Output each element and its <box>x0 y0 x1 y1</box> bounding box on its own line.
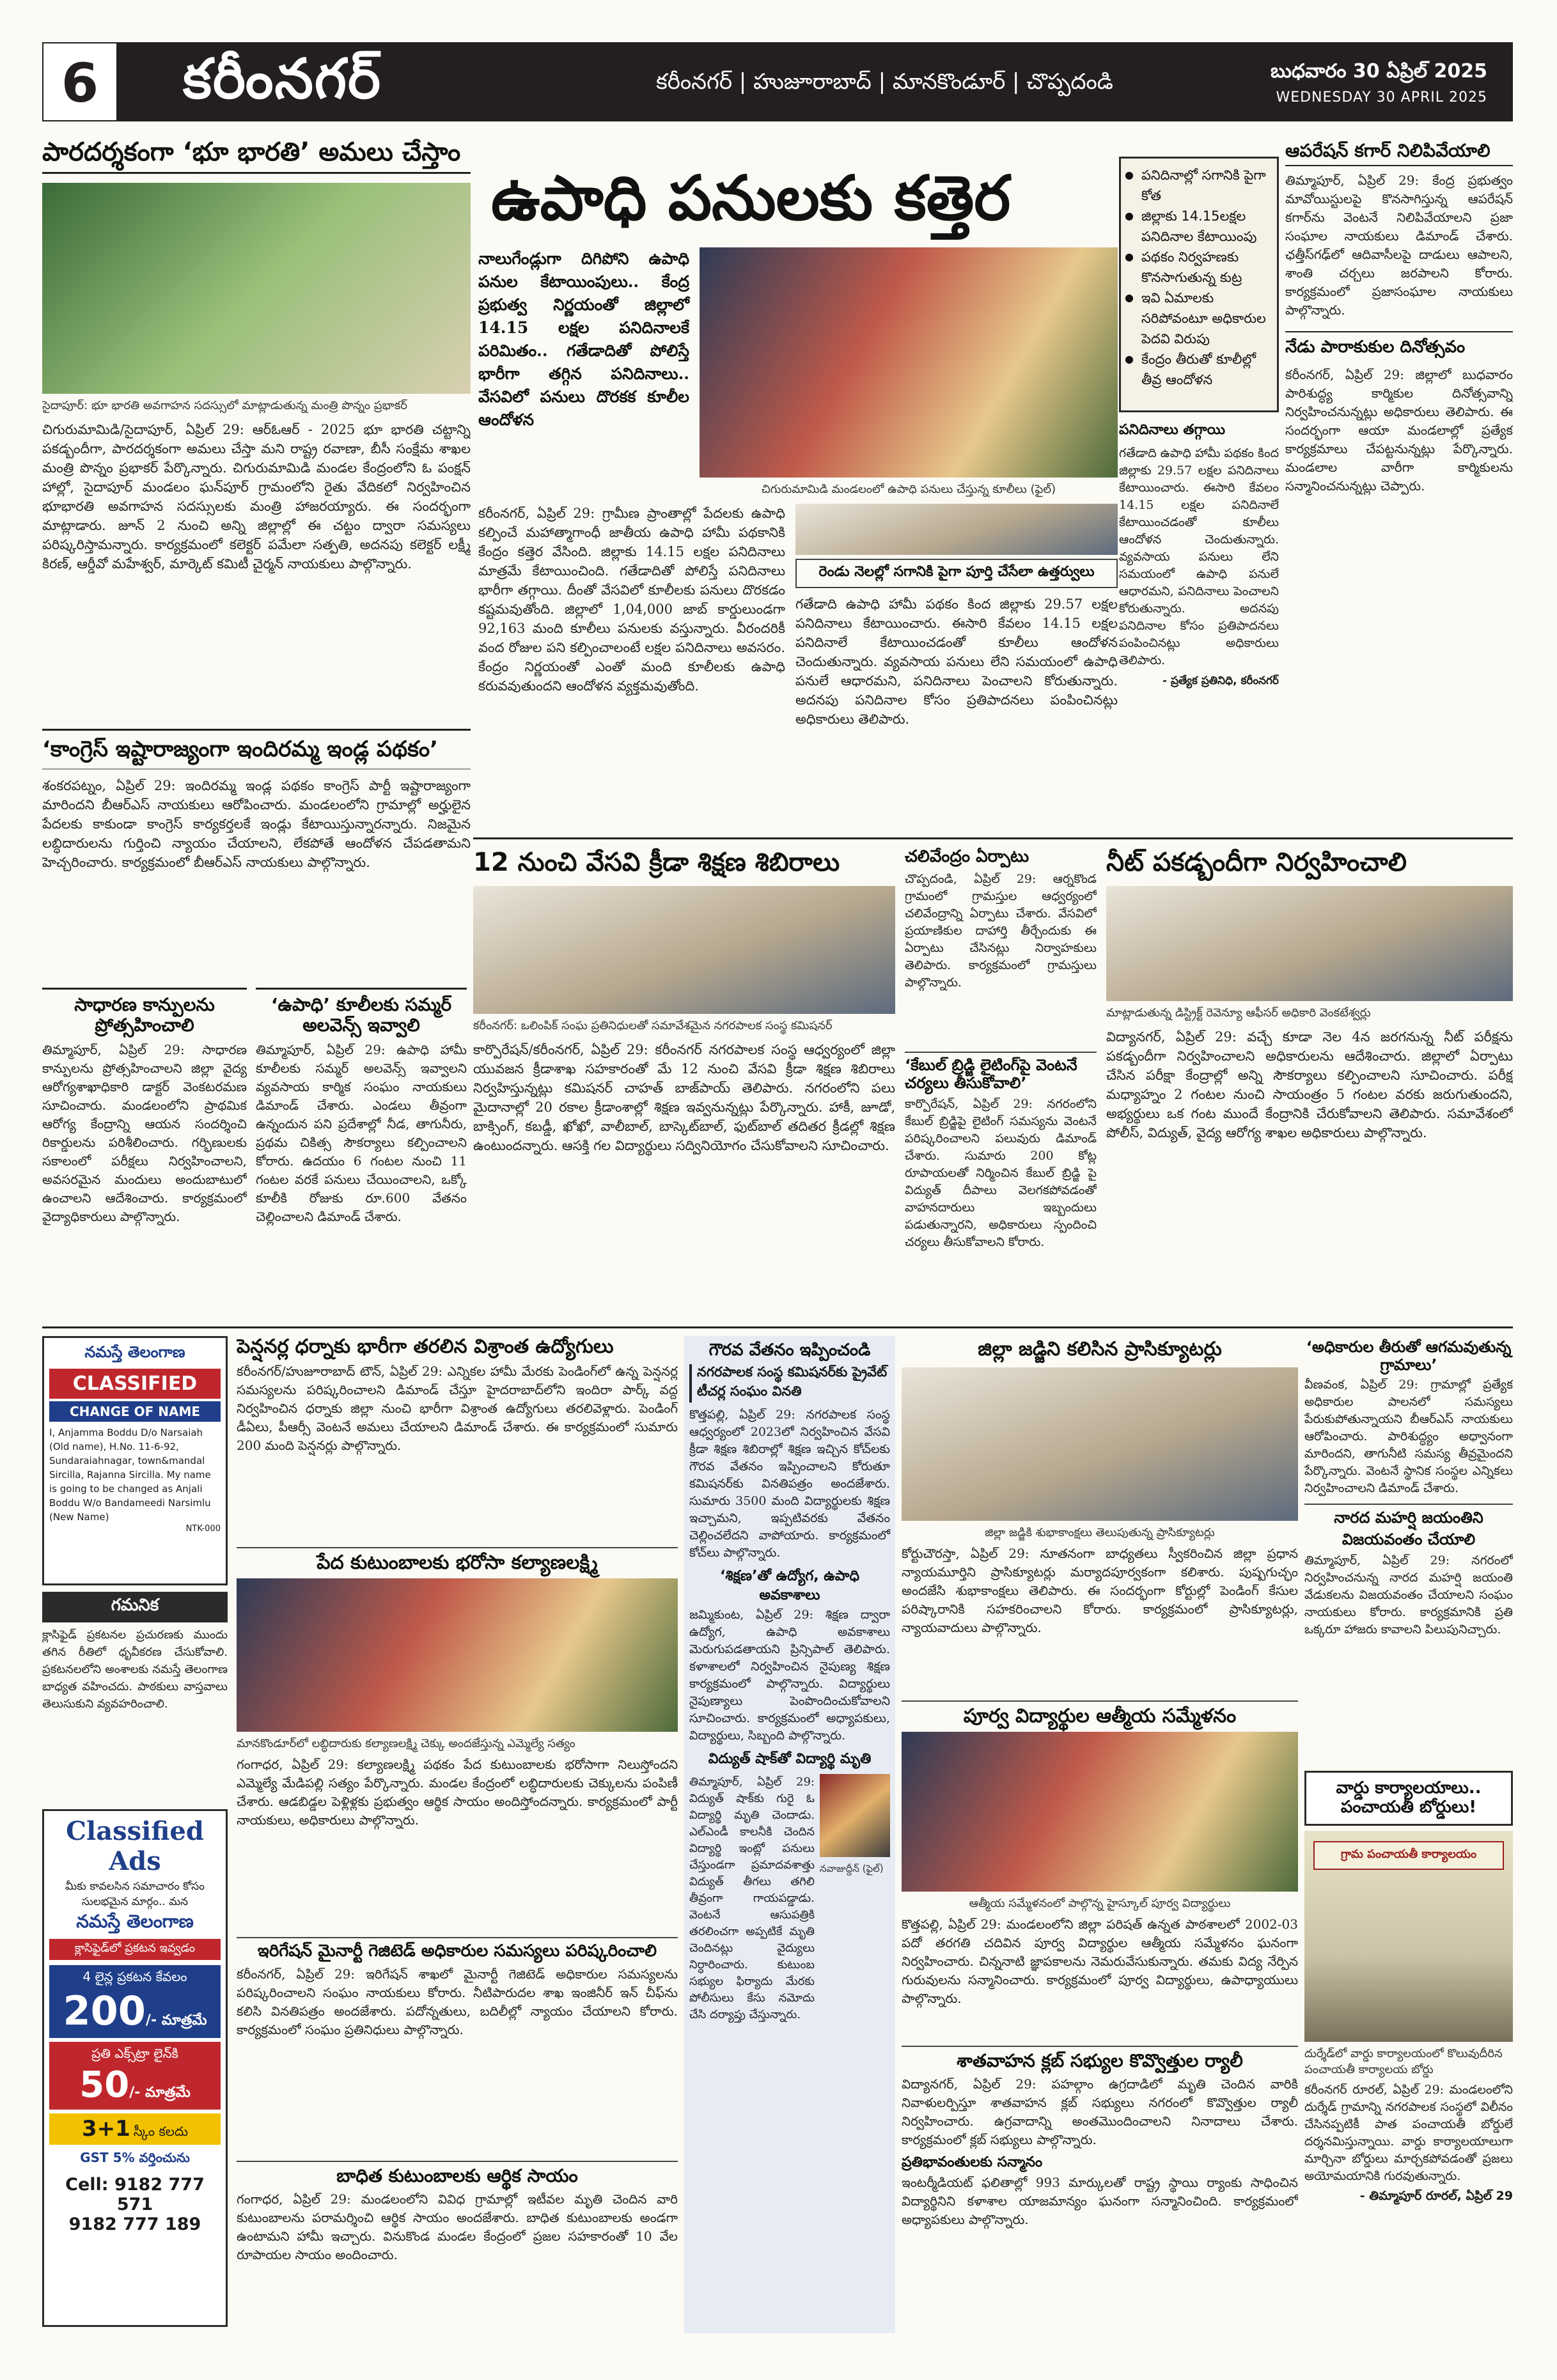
article-body: శంకరపట్నం, ఏప్రిల్ 29: ఇందిరమ్మ ఇండ్ల పథకం కాంగ్రెస్ పార్టీ ఇష్టారాజ్యంగా మారిందని బీఆర్ఎస్ నాయకులు ఆరోపించారు. మండలంలోని గ్రామాల్లో అర్హులైన పేదలకు కాకుండా కాంగ్రెస్ కార్యకర్తలకే ఇండ్లు కేటాయిస్తున్నారన్నారు. నిజమైన లబ్ధిదారులను గుర్తించి న్యాయం చేయాలని, లేకపోతే ఆందోళన చేపడతామని హెచ్చరించారు. కార్యక్రమంలో బీఆర్ఎస్ నాయకులు పాల్గొన్నారు. <box>42 778 471 871</box>
offer-lines <box>49 1965 221 2038</box>
price-unit: /- మాత్రమే <box>145 2012 207 2028</box>
ganika-title: గమనిక <box>42 1592 228 1622</box>
headline: పూర్వ విద్యార్థుల ఆత్మీయ సమ్మేళనం <box>902 1700 1298 1732</box>
gst-note: GST 5% వర్తించును <box>80 2150 190 2165</box>
highlight-item: ● పథకం నిర్వహణకు కొనసాగుతున్న కుట్ర <box>1141 247 1272 288</box>
article-boards <box>1304 1771 1513 2333</box>
highlight-item: ● జిల్లాకు 14.15లక్షల పనిదినాల కేటాయింపు <box>1141 206 1272 247</box>
byline: - ప్రత్యేక ప్రతినిధి, కరీంనగర్ <box>1162 674 1279 687</box>
offer-extra <box>49 2042 221 2110</box>
headline: వార్డు కార్యాలయాలు.. పంచాయతీ బోర్డులు! <box>1304 1771 1513 1826</box>
article-body: కరీంనగర్/హుజూరాబాద్ టౌన్, ఏప్రిల్ 29: ఎన్నికల హామీ మేరకు పెండింగ్‌లో ఉన్న పెన్షనర్ల సమస్యలను పరిష్కరించాలని డిమాండ్ చేస్తూ హైదరాబాద్‌లోని ఇందిరా పార్క్ వద్ద నిర్వహించిన ధర్నాకు జిల్లా నుంచి భారీగా విశ్రాంత ఉద్యోగులు తరలివెళ్లారు. పెండింగ్ డీఏలు, పీఆర్సీ వెంటనే అమలు చేయాలని డిమాండ్ చేశారు. ఈ కార్యక్రమంలో సుమారు 200 మంది పెన్షనర్లు పాల్గొన్నారు. <box>237 1363 678 1453</box>
subheading: ప్రతిభావంతులకు సన్మానం <box>902 2154 1043 2171</box>
photo-caption: మాట్లాడుతున్న డిస్ట్రిక్ట్ రెవెన్యూ ఆఫీసర్ అధికారి వెంకటేశ్వర్లు <box>1106 1006 1371 1020</box>
price-extra <box>53 2064 217 2106</box>
photo-caption: మానకొండూర్‌లో లబ్ధిదారుకు కల్యాణలక్ష్మి చెక్కు అందజేస్తున్న ఎమ్మెల్యే సత్యం <box>237 1736 575 1750</box>
article-kannulu <box>42 988 247 1320</box>
photo-victim <box>820 1774 890 1857</box>
headline: ‘కాంగ్రెస్ ఇష్టారాజ్యంగా ఇందిరమ్మ ఇండ్ల పథకం’ <box>42 729 471 770</box>
article-cable-bridge <box>905 1052 1097 1320</box>
highlights-box <box>1119 157 1279 412</box>
byline: - తిమ్మాపూర్ రూరల్, ఏప్రిల్ 29 <box>1359 2188 1513 2203</box>
article-body: జమ్మికుంట, ఏప్రిల్ 29: శిక్షణ ద్వారా ఉద్యోగ, ఉపాధి అవకాశాలు మెరుగుపడతాయని ప్రిన్సిపాల్ తెలిపారు. కళాశాలలో నిర్వహించిన నైపుణ్య శిక్షణ కార్యక్రమంలో పాల్గొన్నారు. విద్యార్థులు నైపుణ్యాలు పెంపొందించుకోవాలని సూచించారు. కార్యక్రమంలో అధ్యాపకులు, విద్యార్థులు, సిబ్బంది పాల్గొన్నారు. <box>689 1607 890 1743</box>
headline: చలివేంద్రం ఏర్పాటు <box>905 847 1029 866</box>
contact-cell-2: 9182 777 189 <box>68 2214 201 2234</box>
article-body: కొత్తపల్లి, ఏప్రిల్ 29: మండలంలోని జిల్లా పరిషత్ ఉన్నత పాఠశాలలో 2002-03 పదో తరగతి చదివిన పూర్వ విద్యార్థుల ఆత్మీయ సమ్మేళనం ఘనంగా నిర్వహించారు. చిన్ననాటి జ్ఞాపకాలను నెమరువేసుకున్నారు. తమకు విద్య నేర్పిన గురువులను సన్మానించారు. కార్యక్రమంలో పూర్వ విద్యార్థులు, ఉపాధ్యాయులు పాల్గొన్నారు. <box>902 1916 1298 2006</box>
photo-caption: నవాజుద్దీన్ (ఫైల్) <box>820 1862 884 1874</box>
edition-title: కరీంనగర్ <box>183 47 382 111</box>
article-body: గంగాధర, ఏప్రిల్ 29: కల్యాణలక్ష్మి పథకం పేద కుటుంబాలకు భరోసాగా నిలుస్తోందని ఎమ్మెల్యే మేడిపల్లి సత్యం పేర్కొన్నారు. మండల కేంద్రంలో లబ్ధిదారులకు చెక్కులను పంపిణీ చేశారు. ఆడబిడ్డల పెళ్లిళ్లకు ప్రభుత్వం ఆర్థిక సాయం అందిస్తోందన్నారు. కార్యక్రమంలో పార్టీ నాయకులు, అధికారులు పాల్గొన్నారు. <box>237 1756 678 1828</box>
masthead <box>42 42 1513 121</box>
article-body: వీణవంక, ఏప్రిల్ 29: గ్రామాల్లో ప్రత్యేక అధికారుల పాలనలో సమస్యలు పేరుకుపోతున్నాయని బీఆర్ఎస్ నాయకులు ఆరోపించారు. పారిశుద్ధ్యం అధ్వానంగా మారిందని, తాగునీటి సమస్య తీవ్రమైందని పేర్కొన్నారు. వెంటనే స్థానిక సంస్థల ఎన్నికలు నిర్వహించాలని డిమాండ్ చేశారు. <box>1304 1378 1513 1496</box>
article-irrigation-engineers <box>237 1937 678 2154</box>
classified-notice <box>42 1336 228 1585</box>
article-upadhi <box>478 157 1118 834</box>
article-alumni <box>902 1700 1298 2039</box>
subheading: విద్యుత్ షాక్‌తో విద్యార్థి మృతి <box>708 1750 872 1767</box>
article-body-extra: గతేడాది ఉపాధి హామీ పథకం కింద జిల్లాకు 29.57 లక్షల పనిదినాలు కేటాయించారు. ఈసారి కేవలం 14.15 లక్షల పనిదినాలే కేటాయించడంతో కూలీలు ఆందోళన చెందుతున్నారు. వ్యవసాయ పనులు లేని సమయంలో ఉపాధి పనులే ఆధారమని, పనిదినాలు పెంచాలని కోరుతున్నారు. అదనపు పనిదినాల కోసం ప్రతిపాదనలు పంపించినట్లు అధికారులు తెలిపారు. <box>795 596 1118 727</box>
article-upadhi-continued <box>1119 422 1279 831</box>
photo-caption: చిగురుమామిడి మండలంలో ఉపాధి పనులు చేస్తున్న కూలీలు (ఫైల్) <box>761 483 1056 497</box>
date-english: WEDNESDAY 30 APRIL 2025 <box>1276 89 1487 105</box>
board-text: గ్రామ పంచాయతీ కార్యాలయం <box>1313 1841 1504 1870</box>
price-value: 200 <box>63 1987 146 2034</box>
headline: 12 నుంచి వేసవి క్రీడా శిక్షణ శిబిరాలు <box>473 848 840 877</box>
offer-text: 4 లైన్ల ప్రకటన కేవలం <box>82 1969 187 1984</box>
headline: బాధిత కుటుంబాలకు ఆర్థిక సాయం <box>237 2161 678 2190</box>
article-body: కార్పొరేషన్, ఏప్రిల్ 29: నగరంలోని కేబుల్ బ్రిడ్జిపై లైటింగ్ సమస్యను వెంటనే పరిష్కరించాలని పలువురు డిమాండ్ చేశారు. సుమారు 200 కోట్ల రూపాయలతో నిర్మించిన కేబుల్ బ్రిడ్జి పై విద్యుత్ దీపాలు వెలగకపోవడంతో వాహనదారులు ఇబ్బందులు పడుతున్నారని, అధికారులు స్పందించి చర్యలు తీసుకోవాలని కోరారు. <box>905 1097 1097 1250</box>
article-body: విద్యానగర్, ఏప్రిల్ 29: పహల్గాం ఉగ్రదాడిలో మృతి చెందిన వారికి నివాళులర్పిస్తూ శాతవాహన క్లబ్ సభ్యులు నగరంలో కొవ్వొత్తుల ర్యాలీ నిర్వహించారు. ఉగ్రవాదాన్ని అంతమొందించాలని నినాదాలు చేశారు. కార్యక్రమంలో క్లబ్ సభ్యులు పాల్గొన్నారు. <box>902 2076 1298 2148</box>
edition-towns: కరీంనగర్ | హుజూరాబాద్ | మానకొండూర్ | చొప్పదండి <box>656 69 1113 95</box>
headline: జిల్లా జడ్జిని కలిసిన ప్రాసిక్యూటర్లు <box>978 1338 1222 1360</box>
headline: శాతవాహన క్లబ్ సభ్యుల కొవ్వొత్తుల ర్యాలీ <box>902 2046 1298 2075</box>
ganika-body: క్లాసిఫైడ్ ప్రకటనల ప్రచురణకు ముందు తగిన రీతిలో ధృవీకరణ చేసుకోవాలి. ప్రకటనలలోని అంశాలకు నమస్తే తెలంగాణ బాధ్యత వహించదు. పాఠకులు వాస్తవాలు తెలుసుకుని వ్యవహరించాలి. <box>42 1628 228 1711</box>
article-indiramma <box>42 729 471 978</box>
headline: ‘ఉపాధి’ కూలీలకు సమ్మర్ అలవెన్స్ ఇవ్వాలి <box>256 988 467 1041</box>
headline: ‘అధికారుల తీరుతో ఆగమవుతున్న గ్రామాలు’ <box>1306 1338 1512 1374</box>
classified-brand: నమస్తే తెలంగాణ <box>84 1343 185 1361</box>
article-body: కరీంనగర్ రూరల్, ఏప్రిల్ 29: మండలంలోని దుర్శేడ్ గ్రామాన్ని నగరపాలక సంస్థలో విలీనం చేసినప్పటికీ పాత పంచాయతీ బోర్డులే దర్శనమిస్తున్నాయి. వార్డు కార్యాలయాలుగా మార్చినా బోర్డులు మార్చకపోవడంతో ప్రజలు అయోమయానికి గురవుతున్నారు. <box>1304 2082 1513 2183</box>
ads-brand: నమస్తే తెలంగాణ <box>76 1911 194 1932</box>
scheme-text: స్కీం కలదు <box>133 2124 188 2139</box>
article-honorarium <box>684 1336 895 2333</box>
photo-caption: కరీంనగర్: ఒలింపిక్ సంఘ ప్రతినిధులతో సమావేశమైన నగరపాలక సంస్థ కమిషనర్ <box>473 1019 833 1032</box>
scheme-badge <box>49 2113 221 2145</box>
photo-caption: సైదాపూర్: భూ భారతి అవగాహన సదస్సులో మాట్లాడుతున్న మంత్రి పొన్నం ప్రభాకర్ <box>42 399 407 412</box>
article-chalivendram <box>905 844 1097 1048</box>
article-body: చిగురుమామిడి/సైదాపూర్, ఏప్రిల్ 29: ఆర్ఓఆర్ - 2025 భూ భారతి చట్టాన్ని పకడ్బందీగా, పారదర్శకంగా అమలు చేస్తా మని రాష్ట్ర రవాణా, బీసీ సంక్షేమ శాఖల మంత్రి పొన్నం ప్రభాకర్ పేర్కొన్నారు. చిగురుమామిడి మండల కేంద్రంలోని ఓ పంక్షన్ హాల్లో, సైదాపూర్ మండలం ఘన్‌పూర్ గ్రామంలోని రైతు వేదికలో నిర్వహించిన భూభారతి అవగాహన సదస్సులకు మంత్రి హాజరయ్యారు. ఈ సందర్భంగా మాట్లాడారు. జూన్ 2 నుంచి అన్ని జిల్లాల్లో ఈ చట్టం ద్వారా సమస్యలు పరిష్కరిస్తామన్నారు. కార్యక్రమంలో కలెక్టర్ పమేలా సత్పతి, అదనపు కలెక్టర్ లక్ష్మీ కిరణ్, ఆర్డీవో మహేశ్వర్, మార్కెట్ కమిటీ చైర్మన్ నాయకులు పాల్గొన్నారు. <box>42 422 471 572</box>
divider <box>42 1326 1513 1328</box>
article-body: తిమ్మాపూర్, ఏప్రిల్ 29: ఉపాధి హామీ కూలీలకు సమ్మర్ అలవెన్స్ ఇవ్వాలని వ్యవసాయ కార్మిక సంఘం నాయకులు డిమాండ్ చేశారు. ఎండలు తీవ్రంగా ఉన్నందున పని ప్రదేశాల్లో నీడ, తాగునీరు, ప్రథమ చికిత్స సౌకర్యాలు కల్పించాలని కోరారు. ఉదయం 6 గంటల నుంచి 11 గంటల వరకే పనులు చేయించాలని, ఒక్కో కూలీకి రోజుకు రూ.600 వేతనం చెల్లించాలని డిమాండ్ చేశారు. <box>256 1042 467 1225</box>
article-body: కోర్టుచౌరస్తా, ఏప్రిల్ 29: నూతనంగా బాధ్యతలు స్వీకరించిన జిల్లా ప్రధాన న్యాయమూర్తిని ప్రాసిక్యూటర్లు మర్యాదపూర్వకంగా కలిశారు. పుష్పగుచ్ఛం అందజేసి శుభాకాంక్షలు తెలిపారు. ఈ సందర్భంగా కోర్టుల్లో పెండింగ్ కేసుల పరిష్కారానికి సహకరించాలని కోరారు. కార్యక్రమంలో ప్రాసిక్యూటర్లు, న్యాయవాదులు పాల్గొన్నారు. <box>902 1545 1298 1635</box>
subheading: ‘శిక్షణ’తో ఉద్యోగ, ఉపాధి అవకాశాలు <box>719 1567 860 1603</box>
subheading: నారద మహర్షి జయంతిని విజయవంతం చేయాలి <box>1304 1504 1513 1552</box>
article-body: కొత్తపల్లి, ఏప్రిల్ 29: నగరపాలక సంస్థ ఆధ్వర్యంలో 2023లో నిర్వహించిన వేసవి క్రీడా శిక్షణ శిబిరాల్లో శిక్షణ ఇచ్చిన కోచ్‌లకు గౌరవ వేతనం ఇప్పించాలని కోరుతూ కమిషనర్‌కు వినతిపత్రం అందజేశారు. సుమారు 3500 మంది విద్యార్థులకు శిక్షణ ఇచ్చామని, ఇప్పటివరకు వేతనం చెల్లించలేదని వాపోయారు. కార్యక్రమంలో కోచ్‌లు పాల్గొన్నారు. <box>689 1407 890 1560</box>
notice-ganika <box>42 1592 228 1803</box>
article-sports <box>473 844 895 1317</box>
bullet-line: నగరపాలక సంస్థ కమిషనర్‌కు ప్రైవేట్ టీచర్ల సంఘం వినతి <box>689 1364 890 1403</box>
notice-text: I, Anjamma Boddu D/o Narsaiah (Old name), H.No. 11-6-92, Sundaraiahnagar, town&mandal Sircilla, Rajanna Sircilla. My name is going to be changed as Anjali Boddu W/o Bandameedi Narsimlu (New Name) <box>49 1427 211 1523</box>
article-body: తిమ్మాపూర్, ఏప్రిల్ 29: సాధారణ కాన్పులను ప్రోత్సహించాలని జిల్లా వైద్య ఆరోగ్యశాఖాధికారి డాక్టర్ వెంకటరమణ సూచించారు. మండలంలోని ప్రాథమిక ఆరోగ్య కేంద్రాన్ని ఆయన సందర్శించి రికార్డులను పరిశీలించారు. గర్భిణులకు సకాలంలో పరీక్షలు నిర్వహించాలని, అవసరమైన మందులు అందుబాటులో ఉంచాలని ఆదేశించారు. కార్యక్రమంలో వైద్యాధికారులు పాల్గొన్నారు. <box>42 1042 247 1225</box>
article-body: తిమ్మాపూర్, ఏప్రిల్ 29: విద్యుత్ షాక్‌కు గురై ఓ విద్యార్థి మృతి చెందాడు. ఎల్ఎండీ కాలనీకి చెందిన విద్యార్థి ఇంట్లో పనులు చేస్తుండగా ప్రమాదవశాత్తు విద్యుత్ తీగలు తగిలి తీవ్రంగా గాయపడ్డాడు. వెంటనే ఆసుపత్రికి తరలించగా అప్పటికే మృతి చెందినట్లు వైద్యులు నిర్ధారించారు. కుటుంబ సభ్యుల ఫిర్యాదు మేరకు పోలీసులు కేసు నమోదు చేసి దర్యాప్తు చేస్తున్నారు. <box>689 1775 815 2021</box>
article-summer <box>256 988 467 1320</box>
inset-photo <box>795 504 1118 555</box>
article-adhikarulu <box>1304 1336 1513 1694</box>
article-body: కరీంనగర్, ఏప్రిల్ 29: జిల్లాలో బుధవారం పారిశుద్ధ్య కార్మికుల దినోత్సవాన్ని నిర్వహించనున్నట్లు అధికారులు తెలిపారు. ఈ సందర్భంగా ఆయా మండలాల్లో ప్రత్యేక కార్యక్రమాలు చేపట్టనున్నట్లు పేర్కొన్నారు. మండలాల వారీగా కార్మికులను సన్మానించనున్నట్లు చెప్పారు. <box>1285 367 1513 494</box>
ads-subtitle: మీకు కావలసిన సమాచారం కోసం సులభమైన మార్గం.. మన <box>65 1880 205 1908</box>
photo-workers <box>700 247 1118 478</box>
article-kagar <box>1285 141 1513 831</box>
price-main <box>53 1987 217 2034</box>
photo-beneficiaries <box>237 1578 678 1732</box>
headline: సాధారణ కాన్పులను ప్రోత్సహించాలి <box>42 988 247 1041</box>
article-kalyanalakshmi <box>237 1547 678 1931</box>
photo-meeting <box>42 183 471 394</box>
photo-alumni <box>902 1732 1298 1892</box>
photo-meeting <box>1106 886 1513 1001</box>
divider <box>473 837 1513 839</box>
photo-meeting <box>473 886 895 1014</box>
article-body: కరీంనగర్, ఏప్రిల్ 29: గ్రామీణ ప్రాంతాల్లో పేదలకు ఉపాధి కల్పించే మహాత్మాగాంధీ జాతీయ ఉపాధి హామీ పథకానికి కేంద్రం కత్తెర వేసింది. జిల్లాకు 14.15 లక్షల పనిదినాలు మాత్రమే కేటాయించింది. గతేడాదితో పోలిస్తే పనిదినాలు భారీగా తగ్గాయి. దీంతో వేసవిలో కూలీలకు పనులు దొరకడం కష్టమవుతోంది. జిల్లాలో 1,04,000 జాబ్ కార్డులుండగా 92,163 మంది కూలీలు పనులకు వస్తున్నారు. వీరందరికీ వంద రోజుల పని కల్పించాలంటే లక్షల పనిదినాలు అవసరం. కేంద్రం నిర్ణయంతో ఎంతో మంది కూలీలకు ఉపాధి కరువవుతుందని ఆందోళన వ్యక్తమవుతోంది. <box>478 506 785 694</box>
article-lede: నాలుగేండ్లుగా దిగిపోని ఉపాధి పనుల కేటాయింపులు.. కేంద్ర ప్రభుత్వ నిర్ణయంతో జిల్లాలో 14.15 లక్షల పనిదినాలకే పరిమితం.. గతేడాదితో పోలిస్తే భారీగా తగ్గిన పనిదినాలు.. వేసవిలో పనులు దొరకక కూలీల ఆందోళన <box>478 249 689 430</box>
article-body: విద్యానగర్, ఏప్రిల్ 29: వచ్చే కూడా నెల 4న జరగనున్న నీట్ పరీక్షను పకడ్బందీగా నిర్వహించాలని అధికారులను ఆదేశించారు. జిల్లాలో ఏర్పాటు చేసిన పరీక్షా కేంద్రాల్లో అన్ని సౌకర్యాలు కల్పించాలని సూచించారు. పరీక్ష మధ్యాహ్నం 2 గంటల నుంచి సాయంత్రం 5 గంటల వరకు జరుగుతుందని, అభ్యర్థులు ఒక గంట ముందే కేంద్రానికి చేరుకోవాలని తెలిపారు. సమావేశంలో పోలీస్, విద్యుత్, వైద్య ఆరోగ్య శాఖల అధికారులు పాల్గొన్నారు. <box>1106 1029 1513 1140</box>
ads-title: Classified Ads <box>66 1816 204 1876</box>
article-body: తిమ్మాపూర్, ఏప్రిల్ 29: కేంద్ర ప్రభుత్వం మావోయిస్టులపై కొనసాగిస్తున్న ఆపరేషన్ కగార్‌ను వెంటనే నిలిపివేయాలని ప్రజా సంఘాల నాయకులు డిమాండ్ చేశారు. ఛత్తీస్‌గఢ్‌లో ఆదివాసీలపై దాడులు ఆపాలని, శాంతి చర్చలు జరపాలని కోరారు. కార్యక్రమంలో ప్రజాసంఘాల నాయకులు పాల్గొన్నారు. <box>1285 173 1513 318</box>
headline: పేద కుటుంబాలకు భరోసా కల్యాణలక్ష్మి <box>237 1547 678 1578</box>
article-body: ఇంటర్మీడియట్ ఫలితాల్లో 993 మార్కులతో రాష్ట్ర స్థాయి ర్యాంకు సాధించిన విద్యార్థినిని కళాశాల యాజమాన్యం ఘనంగా సన్మానించింది. కార్యక్రమంలో అధ్యాపకులు పాల్గొన్నారు. <box>902 2175 1298 2228</box>
article-body: తిమ్మాపూర్, ఏప్రిల్ 29: నగరంలో నిర్వహించనున్న నారద మహర్షి జయంతి వేడుకలను విజయవంతం చేయాలని సంఘం నాయకులు కోరారు. కార్యక్రమానికి ప్రతి ఒక్కరూ హాజరు కావాలని పిలుపునిచ్చారు. <box>1304 1553 1513 1637</box>
main-headline: ఉపాధి పనులకు కత్తెర <box>491 162 1011 234</box>
photo-board <box>1304 1831 1513 2042</box>
ads-line: క్లాసిఫైడ్‌లో ప్రకటన ఇవ్వడం <box>49 1939 221 1960</box>
page-number: 6 <box>42 42 118 121</box>
headline: ఇరిగేషన్ మైనార్టీ గెజిటెడ్ అధికారుల సమస్యలు పరిష్కరించాలి <box>237 1937 678 1965</box>
article-financial-aid <box>237 2161 678 2333</box>
article-pension <box>237 1336 678 1541</box>
price-unit: /- మాత్రమే <box>129 2085 191 2101</box>
article-judge <box>902 1336 1298 1694</box>
article-bhubharathi <box>42 137 471 719</box>
inset-caption: రెండు నెలల్లో సగానికి పైగా పూర్తి చేసేలా ఉత్తర్వులు <box>795 559 1118 588</box>
highlight-item: ● కేంద్రం తీరుతో కూలీల్లో తీవ్ర ఆందోళన <box>1141 349 1272 390</box>
scheme-value: 3+1 <box>82 2116 130 2142</box>
headline: పెన్షనర్ల ధర్నాకు భారీగా తరలిన విశ్రాంత ఉద్యోగులు <box>237 1336 614 1358</box>
classified-ads-promo <box>42 1809 228 2327</box>
headline: ‘కేబుల్ బ్రిడ్జి లైటింగ్‌పై వెంటనే చర్యలు తీసుకోవాలి’ <box>905 1052 1097 1096</box>
highlight-item: ● పనిదినాల్లో సగానికి పైగా కోత <box>1141 165 1272 206</box>
change-of-name: CHANGE OF NAME <box>49 1401 221 1422</box>
photo-caption: దుర్శేడ్‌లో వార్డు కార్యాలయంలో కొలువుదీరిన పంచాయతీ కార్యాలయ బోర్డు <box>1304 2046 1503 2076</box>
headline: గౌరవ వేతనం ఇప్పించండి <box>708 1341 871 1360</box>
highlight-item: ● ఇవి ఏమాలకు సరిపోవంటూ అధికారుల పెదవి విరుపు <box>1141 288 1272 349</box>
headline: పారదర్శకంగా ‘భూ భారతి’ అమలు చేస్తాం <box>42 137 471 174</box>
article-body: కరీంనగర్, ఏప్రిల్ 29: ఇరిగేషన్ శాఖలో మైనార్టీ గెజిటెడ్ అధికారుల సమస్యలను పరిష్కరించాలని సంఘం నాయకులు కోరారు. నీటిపారుదల శాఖ ఇంజినీర్ ఇన్ చీఫ్‌ను కలిసి వినతిపత్రం అందజేశారు. పదోన్నతులు, బదిలీల్లో న్యాయం చేయాలని కోరారు. కార్యక్రమంలో సంఘం ప్రతినిధులు పాల్గొన్నారు. <box>237 1966 678 2037</box>
article-body: చొప్పదండి, ఏప్రిల్ 29: ఆర్నకొండ గ్రామంలో గ్రామస్తుల ఆధ్వర్యంలో చలివేంద్రాన్ని ఏర్పాటు చేశారు. వేసవిలో ప్రయాణికుల దాహార్తి తీర్చేందుకు ఈ ఏర్పాటు చేసినట్లు నిర్వాహకులు తెలిపారు. కార్యక్రమంలో గ్రామస్తులు పాల్గొన్నారు. <box>905 871 1097 990</box>
price-value: 50 <box>79 2064 130 2106</box>
headline: ఆపరేషన్ కగార్‌ నిలిపివేయాలి <box>1285 141 1513 166</box>
article-body: కార్పొరేషన్/కరీంనగర్, ఏప్రిల్ 29: కరీంనగర్ నగరపాలక సంస్థ ఆధ్వర్యంలో జిల్లా యువజన క్రీడాశాఖ సహకారంతో మే 12 నుంచి వేసవి క్రీడా శిక్షణ శిబిరాలు నిర్వహిస్తున్నట్లు కమిషనర్ చాహత్ బాజ్‌పాయ్ తెలిపారు. నగరంలోని పలు మైదానాల్లో 20 రకాల క్రీడాంశాల్లో శిక్షణ ఇవ్వనున్నట్లు పేర్కొన్నారు. హాకీ, జూడో, బాక్సింగ్, కబడ్డీ, ఖోఖో, వాలీబాల్, బాస్కెట్‌బాల్, ఫుట్‌బాల్ తదితర క్రీడల్లో శిక్షణ ఉంటుందన్నారు. ఆసక్తి గల విద్యార్థులు సద్వినియోగం చేసుకోవాలని సూచించారు. <box>473 1042 895 1153</box>
classified-label: CLASSIFIED <box>49 1369 221 1399</box>
article-rally <box>902 2046 1298 2333</box>
article-body: గంగాధర, ఏప్రిల్ 29: మండలంలోని వివిధ గ్రామాల్లో ఇటీవల మృతి చెందిన వారి కుటుంబాలను పరామర్శించి ఆర్థిక సాయం అందజేశారు. బాధిత కుటుంబాలకు అండగా ఉంటామని హామీ ఇచ్చారు. వినుకొండ మండల కేంద్రంలో ప్రజల సహకారంతో 10 వేల రూపాయల సాయం అందించారు. <box>237 2191 678 2263</box>
offer-text: ప్రతి ఎక్స్‌ట్రా లైన్‌కి <box>91 2046 178 2061</box>
photo-court <box>902 1367 1298 1521</box>
article-neet <box>1106 844 1513 1317</box>
article-body: గతేడాది ఉపాధి హామీ పథకం కింద జిల్లాకు 29.57 లక్షల పనిదినాలు కేటాయించారు. ఈసారి కేవలం 14.15 లక్షల పనిదినాలే కేటాయించడంతో కూలీలు ఆందోళన చెందుతున్నారు. వ్యవసాయ పనులు లేని సమయంలో ఉపాధి పనులే ఆధారమని, పనిదినాలు పెంచాలని కోరుతున్నారు. అదనపు పనిదినాల కోసం ప్రతిపాదనలు పంపించినట్లు అధికారులు తెలిపారు. <box>1119 446 1279 667</box>
subheading: నేడు పారాకుకుల దినోత్సవం <box>1285 331 1513 361</box>
date-telugu: బుధవారం 30 ఏప్రిల్ 2025 <box>1270 60 1487 82</box>
notice-code: NTK-000 <box>185 1524 221 1534</box>
contact-cell: Cell: 9182 777 571 <box>65 2175 205 2214</box>
headline: నీట్ పకడ్బందీగా నిర్వహించాలి <box>1106 848 1407 877</box>
photo-caption: జిల్లా జడ్జికి శుభాకాంక్షలు తెలుపుతున్న ప్రాసిక్యూటర్లు <box>985 1525 1215 1539</box>
subheading: పనిదినాలు తగ్గాయి <box>1119 422 1226 438</box>
photo-caption: ఆత్మీయ సమ్మేళనంలో పాల్గొన్న హైస్కూల్ పూర్వ విద్యార్థులు <box>969 1896 1231 1910</box>
